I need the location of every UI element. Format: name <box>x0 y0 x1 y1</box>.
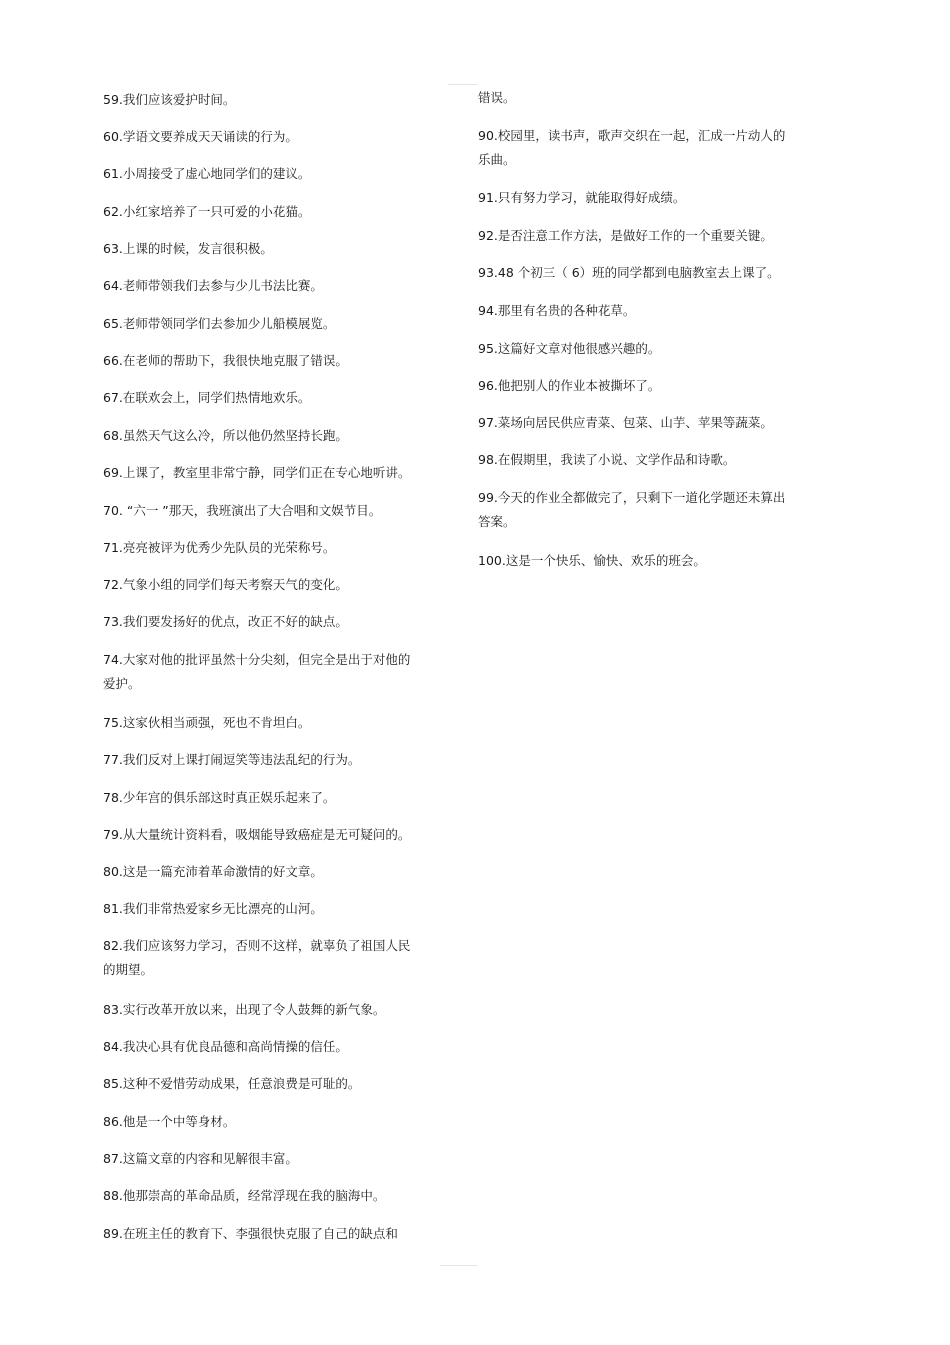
list-item: 94.那里有名贵的各种花草。 <box>478 303 636 318</box>
list-item: 95.这篇好文章对他很感兴趣的。 <box>478 341 661 356</box>
bottom-divider <box>440 1265 478 1266</box>
list-item: 83.实行改革开放以来，出现了令人鼓舞的新气象。 <box>103 1002 386 1017</box>
list-item: 67.在联欢会上，同学们热情地欢乐。 <box>103 390 311 405</box>
list-item: 97.菜场向居民供应青菜、包菜、山芋、苹果等蔬菜。 <box>478 415 773 430</box>
list-item: 93.48 个初三（ 6）班的同学都到电脑教室去上课了。 <box>478 265 780 280</box>
list-item: 71.亮亮被评为优秀少先队员的光荣称号。 <box>103 540 336 555</box>
list-item: 66.在老师的帮助下，我很快地克服了错误。 <box>103 353 348 368</box>
list-item: 78.少年宫的俱乐部这时真正娱乐起来了。 <box>103 790 336 805</box>
list-item: 82.我们应该努力学习，否则不这样，就辜负了祖国人民的期望。 <box>103 938 411 977</box>
list-item: 75.这家伙相当顽强，死也不肯坦白。 <box>103 715 311 730</box>
list-item: 错误。 <box>478 90 516 105</box>
list-item: 91.只有努力学习，就能取得好成绩。 <box>478 190 686 205</box>
list-item: 77.我们反对上课打闹逗笑等违法乱纪的行为。 <box>103 752 361 767</box>
list-item: 87.这篇文章的内容和见解很丰富。 <box>103 1151 298 1166</box>
list-item: 59.我们应该爱护时间。 <box>103 92 236 107</box>
list-item: 73.我们要发扬好的优点，改正不好的缺点。 <box>103 614 348 629</box>
list-item: 61.小周接受了虚心地同学们的建议。 <box>103 166 311 181</box>
list-item: 98.在假期里，我读了小说、文学作品和诗歌。 <box>478 452 736 467</box>
list-item: 65.老师带领同学们去参加少儿船模展览。 <box>103 316 336 331</box>
list-item: 68.虽然天气这么冷，所以他仍然坚持长跑。 <box>103 428 348 443</box>
list-item: 89.在班主任的教育下、李强很快克服了自己的缺点和 <box>103 1226 398 1241</box>
list-item: 80.这是一篇充沛着革命激情的好文章。 <box>103 864 323 879</box>
list-item: 64.老师带领我们去参与少儿书法比赛。 <box>103 278 323 293</box>
list-item: 92.是否注意工作方法，是做好工作的一个重要关键。 <box>478 228 773 243</box>
list-item: 90.校园里，读书声，歌声交织在一起，汇成一片动人的乐曲。 <box>478 128 786 167</box>
list-item: 85.这种不爱惜劳动成果，任意浪费是可耻的。 <box>103 1076 361 1091</box>
list-item: 60.学语文要养成天天诵读的行为。 <box>103 129 298 144</box>
list-item: 86.他是一个中等身材。 <box>103 1114 236 1129</box>
top-divider <box>448 84 478 85</box>
list-item: 84.我决心具有优良品德和高尚情操的信任。 <box>103 1039 348 1054</box>
list-item: 96.他把别人的作业本被撕坏了。 <box>478 378 661 393</box>
list-item: 79.从大量统计资料看，吸烟能导致癌症是无可疑问的。 <box>103 827 411 842</box>
list-item: 62.小红家培养了一只可爱的小花猫。 <box>103 204 311 219</box>
list-item: 74.大家对他的批评虽然十分尖刻，但完全是出于对他的爱护。 <box>103 652 411 691</box>
list-item: 63.上课的时候，发言很积极。 <box>103 241 273 256</box>
list-item: 99.今天的作业全都做完了，只剩下一道化学题还未算出答案。 <box>478 490 786 529</box>
list-item: 70. “六一 ”那天，我班演出了大合唱和文娱节目。 <box>103 503 382 518</box>
list-item: 81.我们非常热爱家乡无比漂亮的山河。 <box>103 901 323 916</box>
list-item: 69.上课了，教室里非常宁静，同学们正在专心地听讲。 <box>103 465 411 480</box>
list-item: 88.他那崇高的革命品质，经常浮现在我的脑海中。 <box>103 1188 386 1203</box>
list-item: 72.气象小组的同学们每天考察天气的变化。 <box>103 577 348 592</box>
list-item: 100.这是一个快乐、愉快、欢乐的班会。 <box>478 553 706 568</box>
